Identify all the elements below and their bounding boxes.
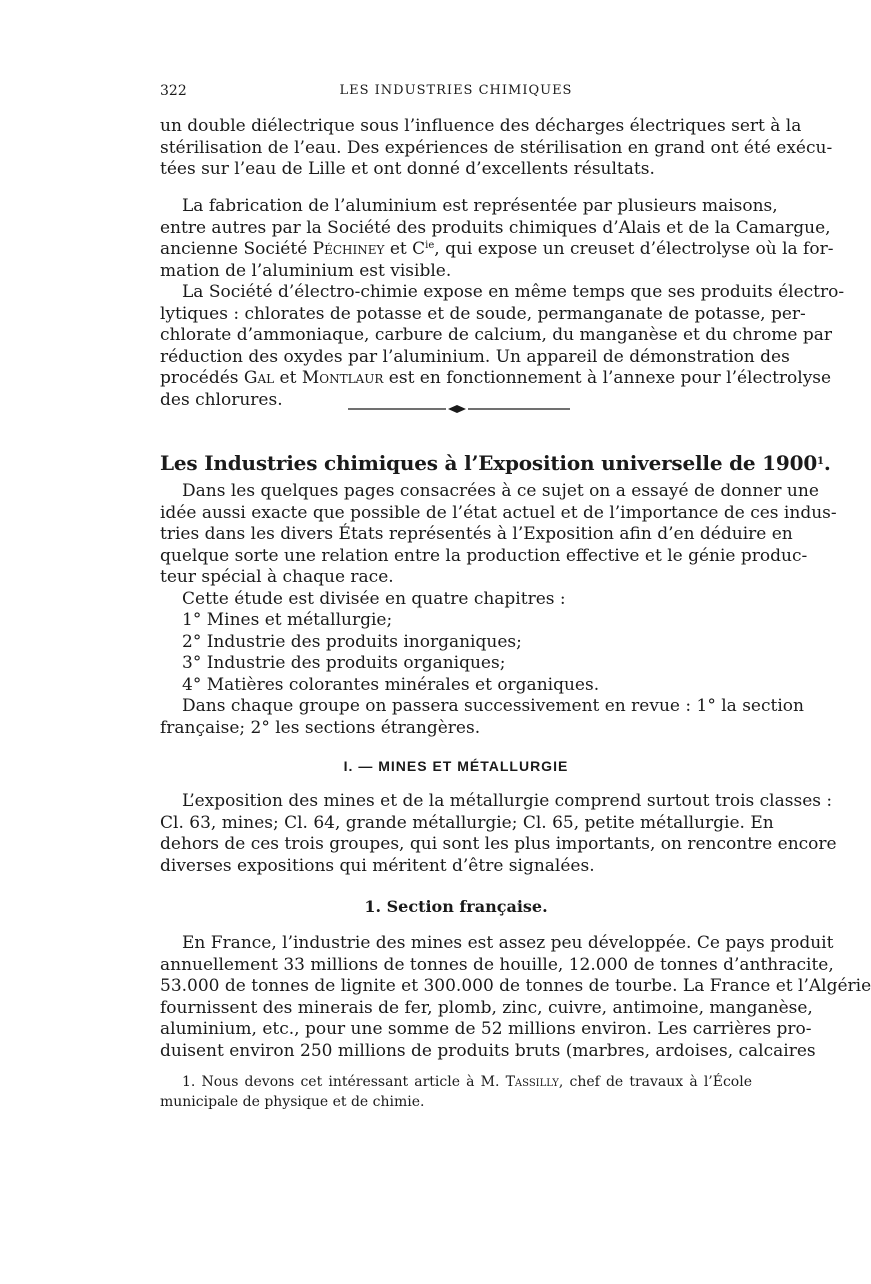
- subsection-heading: 1. Section française.: [364, 897, 548, 916]
- text-line: 53.000 de tonnes de lignite et 300.000 de tonnes de tourbe. La France et l’Algérie: [160, 976, 871, 996]
- text-fragment: 1. Nous devons cet intéressant article à M.: [182, 1074, 506, 1090]
- page-number: 322: [160, 83, 187, 99]
- text-fragment: et C: [384, 239, 426, 259]
- chapter-item: 3° Industrie des produits organiques;: [182, 653, 506, 673]
- text-line: lytiques : chlorates de potasse et de soude, permanganate de potasse, per-: [160, 303, 806, 324]
- running-header: [160, 80, 752, 104]
- text-line: française; 2° les sections étrangères.: [160, 717, 481, 738]
- text-line: La Société d’électro-chimie expose en même temps que ses produits électro-: [182, 282, 845, 302]
- section-title-end: .: [823, 451, 831, 475]
- text-fragment: ancienne Société: [160, 239, 313, 259]
- chapter-item: 4° Matières colorantes minérales et organiques.: [182, 674, 600, 695]
- text-line: Dans chaque groupe on passera successivement en revue : 1° la section: [182, 696, 804, 716]
- text-line: Dans les quelques pages consacrées à ce sujet on a essayé de donner une: [182, 481, 819, 501]
- text-line: idée aussi exacte que possible de l’état actuel et de l’importance de ces indus-: [160, 502, 837, 523]
- footnote-line: municipale de physique et de chimie.: [160, 1094, 425, 1110]
- chapter-item: 2° Industrie des produits inorganiques;: [182, 631, 522, 652]
- text-line: [160, 368, 832, 390]
- text-line: L’exposition des mines et de la métallurgie comprend surtout trois classes :: [182, 791, 833, 811]
- text-line: Cette étude est divisée en quatre chapitres :: [182, 588, 566, 609]
- text-line: stérilisation de l’eau. Des expériences de stérilisation en grand ont été exécu-: [160, 137, 833, 158]
- person-name: Tassilly: [505, 1074, 559, 1090]
- text-line: duisent environ 250 millions de produits bruts (marbres, ardoises, calcaires: [160, 1040, 816, 1061]
- company-name: Péchiney: [312, 239, 385, 259]
- text-line: La fabrication de l’aluminium est représentée par plusieurs maisons,: [182, 196, 778, 216]
- paragraph-sterilisation: [160, 116, 833, 181]
- footnote-mark: 1: [817, 456, 824, 467]
- paragraph-mines: [160, 791, 837, 877]
- text-line: des chlorures.: [160, 389, 283, 410]
- text-line: [160, 239, 834, 261]
- paragraph-france: [160, 933, 871, 1062]
- footnote-line: [160, 1072, 752, 1092]
- text-line: tries dans les divers États représentés à l’Exposition afin d’en déduire en: [160, 524, 793, 544]
- paragraph-intro: [160, 481, 837, 739]
- footnote: [160, 1072, 752, 1112]
- chapter-item: 1° Mines et métallurgie;: [182, 610, 393, 630]
- text-line: En France, l’industrie des mines est assez peu développée. Ce pays produit: [182, 933, 834, 953]
- text-fragment: procédés: [160, 368, 244, 388]
- text-line: Cl. 63, mines; Cl. 64, grande métallurgie; Cl. 65, petite métallurgie. En: [160, 812, 774, 833]
- text-line: entre autres par la Société des produits chimiques d’Alais et de la Camargue,: [160, 217, 831, 238]
- chapter-heading: I. — MINES ET MÉTALLURGIE: [343, 758, 569, 774]
- text-line: diverses expositions qui méritent d’être signalées.: [160, 855, 595, 876]
- section-title: [160, 449, 831, 477]
- text-fragment: , chef de travaux à l’École: [558, 1074, 752, 1090]
- paragraph-aluminium: [160, 196, 845, 411]
- text-fragment: , qui expose un creuset d’électrolyse où la for-: [434, 239, 834, 259]
- text-fragment: et: [274, 368, 302, 388]
- text-line: fournissent des minerais de fer, plomb, zinc, cuivre, antimoine, manganèse,: [160, 997, 813, 1018]
- text-line: aluminium, etc., pour une somme de 52 millions environ. Les carrières pro-: [160, 1019, 812, 1039]
- ornamental-divider: [348, 404, 570, 414]
- text-fragment: est en fonctionnement à l’annexe pour l’électrolyse: [383, 368, 832, 388]
- section-title-text: Les Industries chimiques à l’Exposition universelle de 1900: [160, 451, 818, 475]
- person-name: Gal: [243, 368, 275, 388]
- text-line: annuellement 33 millions de tonnes de houille, 12.000 de tonnes d’anthracite,: [160, 954, 834, 975]
- text-line: un double diélectrique sous l’influence des décharges électriques sert à la: [160, 116, 802, 136]
- text-line: réduction des oxydes par l’aluminium. Un appareil de démonstration des: [160, 346, 790, 367]
- text-line: teur spécial à chaque race.: [160, 567, 394, 587]
- text-line: tées sur l’eau de Lille et ont donné d’excellents résultats.: [160, 159, 655, 179]
- text-line: dehors de ces trois groupes, qui sont les plus importants, on rencontre encore: [160, 834, 837, 854]
- text-line: quelque sorte une relation entre la production effective et le génie produc-: [160, 545, 808, 566]
- text-line: chlorate d’ammoniaque, carbure de calcium, du manganèse et du chrome par: [160, 325, 833, 345]
- text-line: mation de l’aluminium est visible.: [160, 260, 452, 281]
- running-title: LES INDUSTRIES CHIMIQUES: [339, 83, 573, 98]
- superscript: ie: [425, 240, 435, 251]
- diamond-ornament-icon: [448, 405, 466, 413]
- person-name: Montlaur: [301, 368, 384, 388]
